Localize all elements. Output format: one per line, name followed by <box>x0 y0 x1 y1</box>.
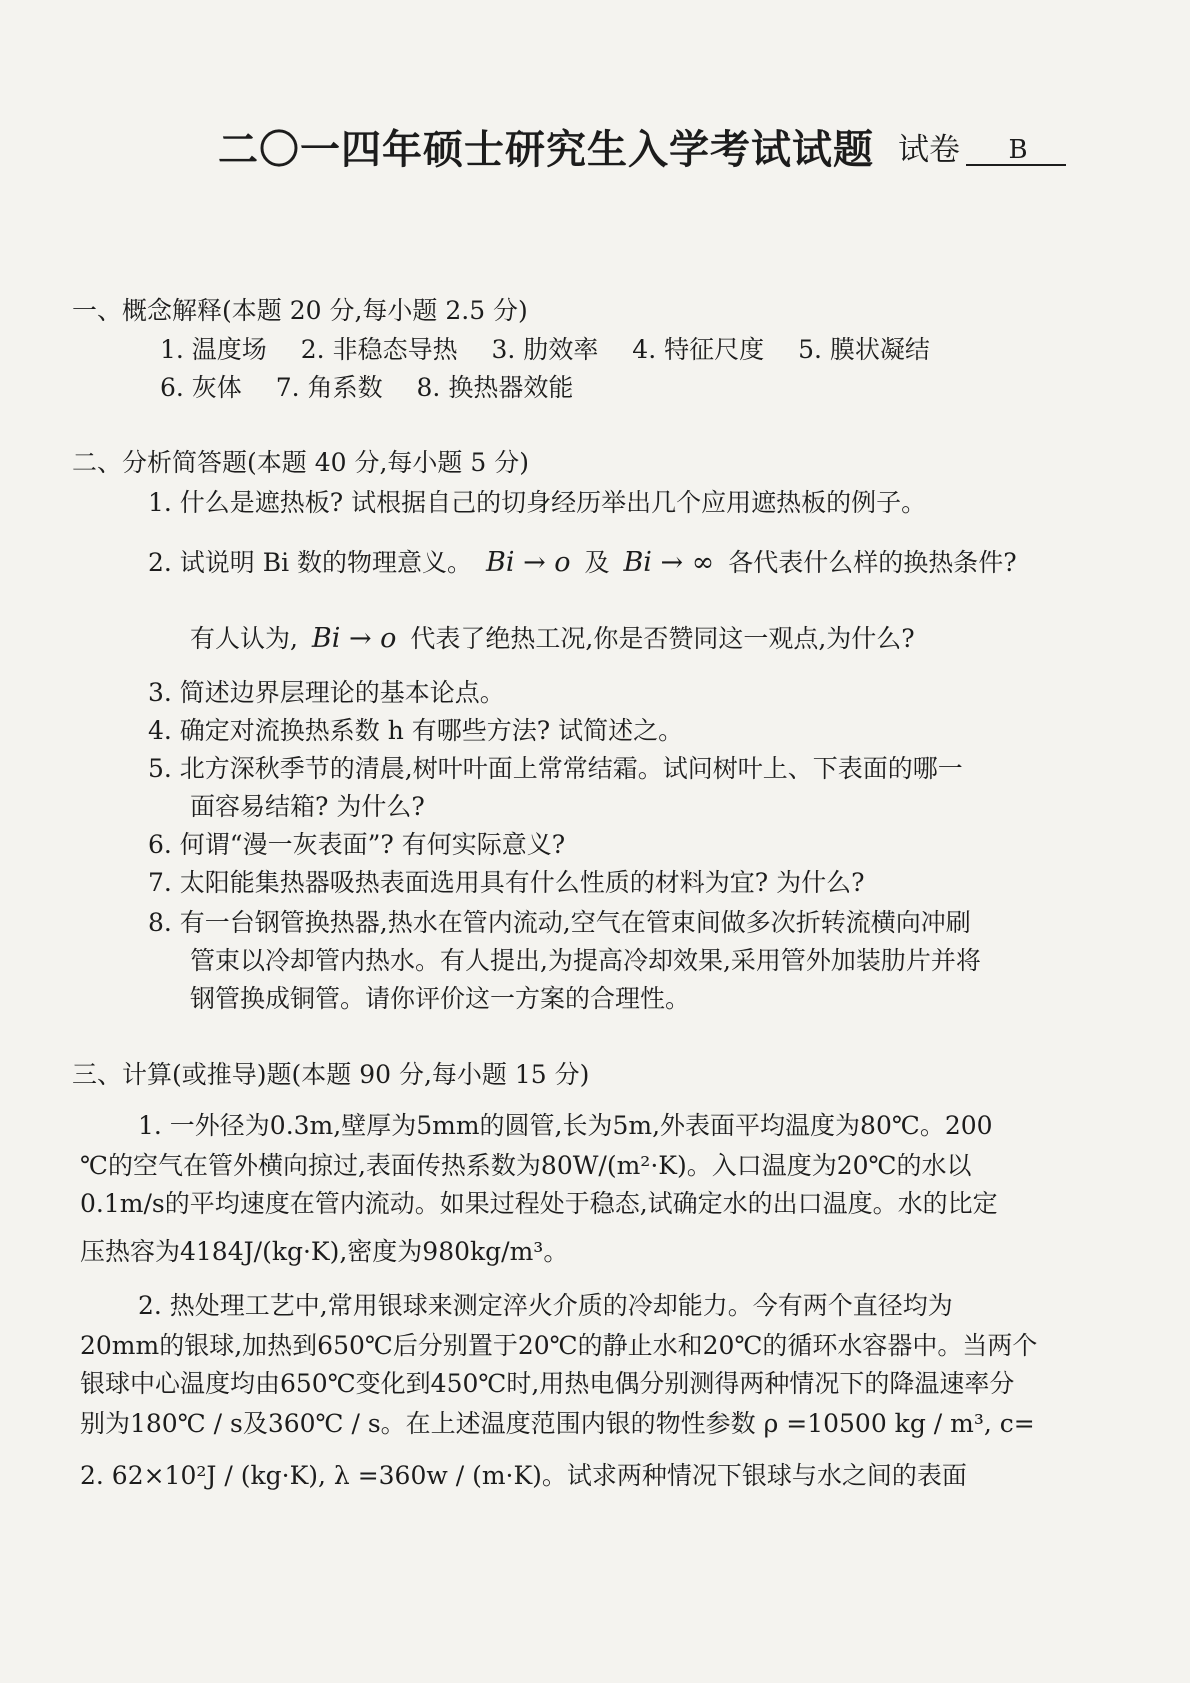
problem-1-line2: ℃的空气在管外横向掠过,表面传热系数为80W/(m²·K)。入口温度为20℃的水以 <box>80 1151 972 1180</box>
problem-2-line1: 2. 热处理工艺中,常用银球来测定淬火介质的冷却能力。今有两个直径均为 <box>138 1291 953 1320</box>
exam-title: 二〇一四年硕士研究生入学考试试题 <box>218 126 874 173</box>
term-item: 2. 非稳态导热 <box>300 335 458 364</box>
question-2-text-b: 各代表什么样的换热条件? <box>728 548 1017 577</box>
formula-bi-zero: Bi → o <box>486 547 571 578</box>
problem-2-line2: 20mm的银球,加热到650℃后分别置于20℃的静止水和20℃的循环水容器中。当两个 <box>80 1331 1038 1360</box>
section1-heading: 一、概念解释(本题 20 分,每小题 2.5 分) <box>72 296 528 325</box>
term-item: 6. 灰体 <box>160 373 242 402</box>
question-6: 6. 何谓“漫一灰表面”? 有何实际意义? <box>148 830 566 859</box>
problem-2-line5: 2. 62×10²J / (kg·K), λ =360w / (m·K)。试求两种情况下银球与水之间的表面 <box>80 1461 967 1490</box>
question-2-continued <box>190 620 915 658</box>
term-item: 3. 肋效率 <box>491 335 599 364</box>
paper-value: B <box>966 120 1066 166</box>
conjunction: 及 <box>584 548 610 577</box>
question-2-text-c: 有人认为, <box>190 624 298 653</box>
problem-1-line4: 压热容为4184J/(kg·K),密度为980kg/m³。 <box>80 1237 569 1266</box>
term-item: 8. 换热器效能 <box>416 373 574 402</box>
problem-2-line3: 银球中心温度均由650℃变化到450℃时,用热电偶分别测得两种情况下的降温速率分 <box>80 1369 1015 1398</box>
section1-terms-row1 <box>160 332 956 368</box>
question-5: 5. 北方深秋季节的清晨,树叶叶面上常常结霜。试问树叶上、下表面的哪一 <box>148 754 963 783</box>
term-item: 1. 温度场 <box>160 335 267 364</box>
question-8-line3: 钢管换成铜管。请你评价这一方案的合理性。 <box>190 984 691 1013</box>
question-8: 8. 有一台钢管换热器,热水在管内流动,空气在管束间做多次折转流横向冲刷 <box>148 908 971 937</box>
question-8-line2: 管束以冷却管内热水。有人提出,为提高冷却效果,采用管外加装肋片并将 <box>190 946 981 975</box>
section1-terms-row2 <box>160 370 599 406</box>
question-1: 1. 什么是遮热板? 试根据自己的切身经历举出几个应用遮热板的例子。 <box>148 488 927 517</box>
question-3: 3. 简述边界层理论的基本论点。 <box>148 678 505 707</box>
question-5-continued: 面容易结箱? 为什么? <box>190 792 425 821</box>
header <box>0 120 1190 180</box>
formula-bi-infinity: Bi → ∞ <box>623 547 715 578</box>
formula-bi-zero: Bi → o <box>311 623 397 654</box>
question-2-text: 2. 试说明 Bi 数的物理意义。 <box>148 548 473 577</box>
term-item: 7. 角系数 <box>275 373 383 402</box>
term-item: 4. 特征尺度 <box>632 335 765 364</box>
question-7: 7. 太阳能集热器吸热表面选用具有什么性质的材料为宜? 为什么? <box>148 868 865 897</box>
problem-1-line1: 1. 一外径为0.3m,壁厚为5mm的圆管,长为5m,外表面平均温度为80℃。200 <box>138 1111 993 1140</box>
paper-label: 试卷 <box>898 132 960 168</box>
section2-heading: 二、分析简答题(本题 40 分,每小题 5 分) <box>72 448 529 477</box>
question-4: 4. 确定对流换热系数 h 有哪些方法? 试简述之。 <box>148 716 684 745</box>
question-2 <box>148 544 1017 582</box>
problem-2-line4: 别为180℃ / s及360℃ / s。在上述温度范围内银的物性参数 ρ =10500 kg / m³, c= <box>80 1409 1035 1438</box>
section3-heading: 三、计算(或推导)题(本题 90 分,每小题 15 分) <box>72 1060 590 1089</box>
problem-1-line3: 0.1m/s的平均速度在管内流动。如果过程处于稳态,试确定水的出口温度。水的比定 <box>80 1189 998 1218</box>
question-2-text-d: 代表了绝热工况,你是否赞同这一观点,为什么? <box>410 624 915 653</box>
term-item: 5. 膜状凝结 <box>798 335 930 364</box>
